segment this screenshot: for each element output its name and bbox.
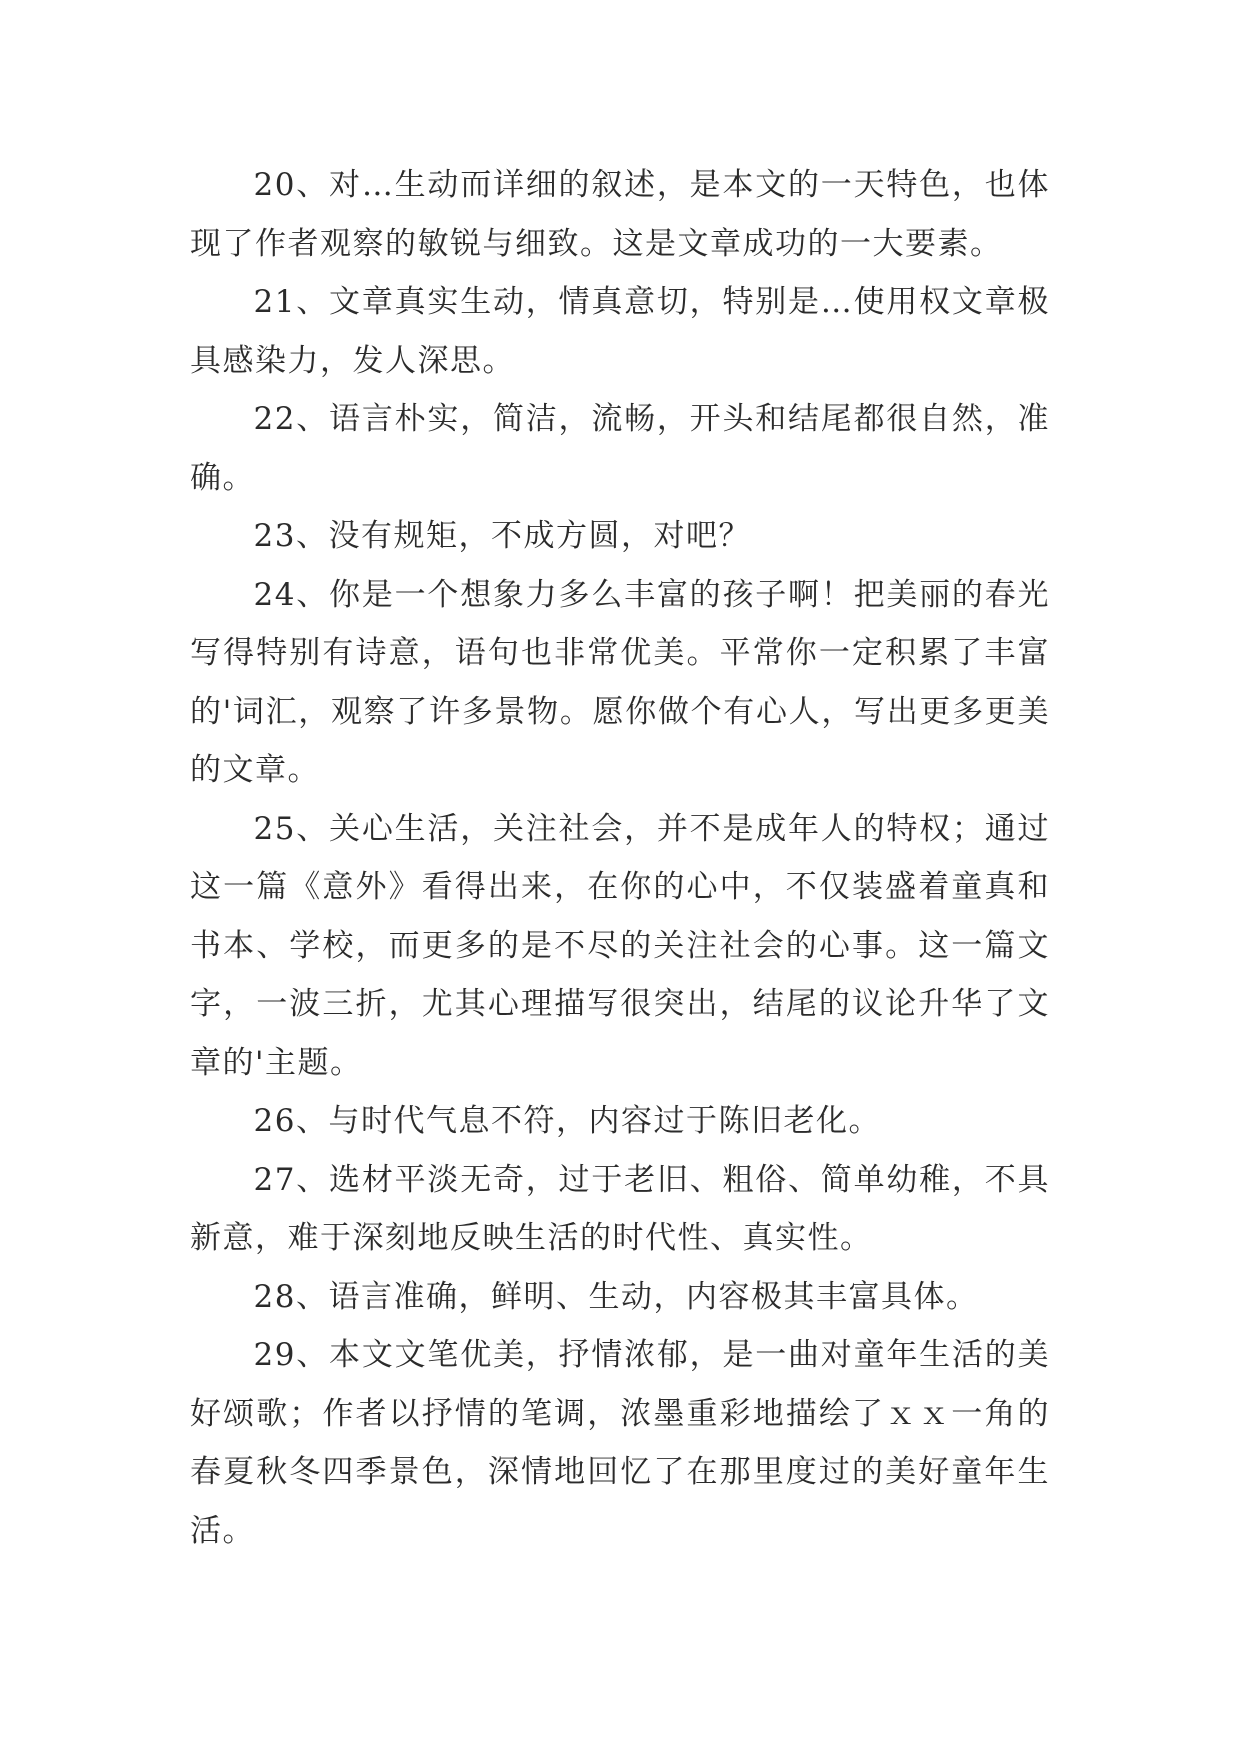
- comment-paragraph-26: 26、与时代气息不符，内容过于陈旧老化。: [253, 1103, 881, 1139]
- document-body: [190, 156, 1050, 1560]
- comment-paragraph-24: 24、你是一个想象力多么丰富的孩子啊！把美丽的春光写得特别有诗意，语句也非常优美。平常你一定积累了丰富的'词汇，观察了许多景物。愿你做个有心人，写出更多更美的文章。: [190, 576, 1050, 788]
- comment-paragraph-23: 23、没有规矩，不成方圆，对吧？: [253, 518, 751, 554]
- comment-paragraph-21: 21、文章真实生动，情真意切，特别是…使用权文章极具感染力，发人深思。: [190, 284, 1050, 379]
- comment-paragraph-25: 25、关心生活，关注社会，并不是成年人的特权；通过这一篇《意外》看得出来，在你的心中，不仅装盛着童真和书本、学校，而更多的是不尽的关注社会的心事。这一篇文字，一波三折，尤其心理描写很突出，结尾的议论升华了文章的'主题。: [190, 810, 1050, 1081]
- comment-paragraph-27: 27、选材平淡无奇，过于老旧、粗俗、简单幼稚，不具新意，难于深刻地反映生活的时代性、真实性。: [190, 1161, 1050, 1256]
- comment-paragraph-20: 20、对…生动而详细的叙述，是本文的一天特色，也体现了作者观察的敏锐与细致。这是文章成功的一大要素。: [190, 167, 1050, 262]
- comment-paragraph-29: 29、本文文笔优美，抒情浓郁，是一曲对童年生活的美好颂歌；作者以抒情的笔调，浓墨重彩地描绘了ｘｘ一角的春夏秋冬四季景色，深情地回忆了在那里度过的美好童年生活。: [190, 1337, 1050, 1549]
- comment-paragraph-22: 22、语言朴实，简洁，流畅，开头和结尾都很自然，准确。: [190, 401, 1050, 496]
- comment-paragraph-28: 28、语言准确，鲜明、生动，内容极其丰富具体。: [253, 1278, 979, 1315]
